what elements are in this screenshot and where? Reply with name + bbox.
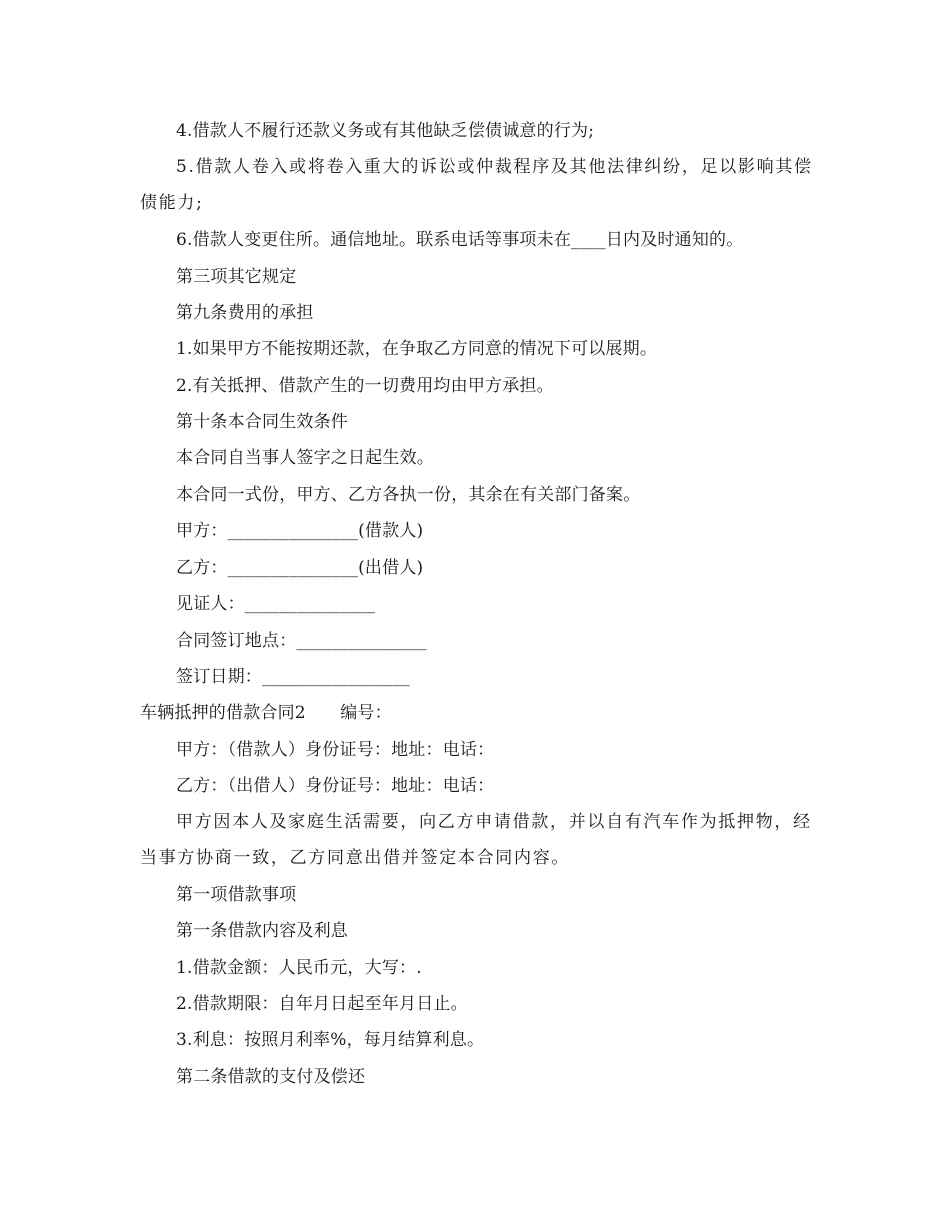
clause-item-4: 4.借款人不履行还款义务或有其他缺乏偿债诚意的行为; [176,121,595,141]
party-b-signature-line: 乙方：_______________(出借人) [176,558,424,578]
party-a-info: 甲方：（借款人）身份证号：地址：电话： [176,740,495,760]
loan-amount-item: 1.借款金额：人民币元，大写：. [176,958,422,978]
article-heading-10: 第十条本合同生效条件 [176,412,348,432]
contract-2-title: 车辆抵押的借款合同2 编号： [140,703,392,723]
clause-item-5: 5.借款人卷入或将卷入重大的诉讼或仲裁程序及其他法律纠纷，足以影响其偿债能力; [140,157,813,213]
article-heading-9: 第九条费用的承担 [176,303,314,323]
signing-place-line: 合同签订地点：_______________ [176,631,427,651]
article-9-item-1: 1.如果甲方不能按期还款，在争取乙方同意的情况下可以展期。 [176,339,658,359]
effective-clause: 本合同自当事人签字之日起生效。 [176,448,434,468]
copies-clause: 本合同一式份，甲方、乙方各执一份，其余在有关部门备案。 [176,485,641,505]
preamble-paragraph: 甲方因本人及家庭生活需要，向乙方申请借款，并以自有汽车作为抵押物，经当事方协商一致，乙方同意出借并签定本合同内容。 [140,812,812,868]
party-a-signature-line: 甲方：_______________(借款人) [176,521,424,541]
witness-signature-line: 见证人：_______________ [176,594,376,614]
section-heading-3: 第三项其它规定 [176,267,297,287]
article-heading-1: 第一条借款内容及利息 [176,921,348,941]
clause-item-6: 6.借款人变更住所。通信地址。联系电话等事项未在____日内及时通知的。 [176,230,744,250]
article-heading-2: 第二条借款的支付及偿还 [176,1067,366,1087]
party-b-info: 乙方：（出借人）身份证号：地址：电话： [176,776,495,796]
loan-term-item: 2.借款期限：自年月日起至年月日止。 [176,994,468,1014]
article-9-item-2: 2.有关抵押、借款产生的一切费用均由甲方承担。 [176,376,554,396]
interest-item: 3.利息：按照月利率%，每月结算利息。 [176,1030,485,1050]
section-heading-1: 第一项借款事项 [176,885,297,905]
signing-date-line: 签订日期：_________________ [176,667,410,687]
